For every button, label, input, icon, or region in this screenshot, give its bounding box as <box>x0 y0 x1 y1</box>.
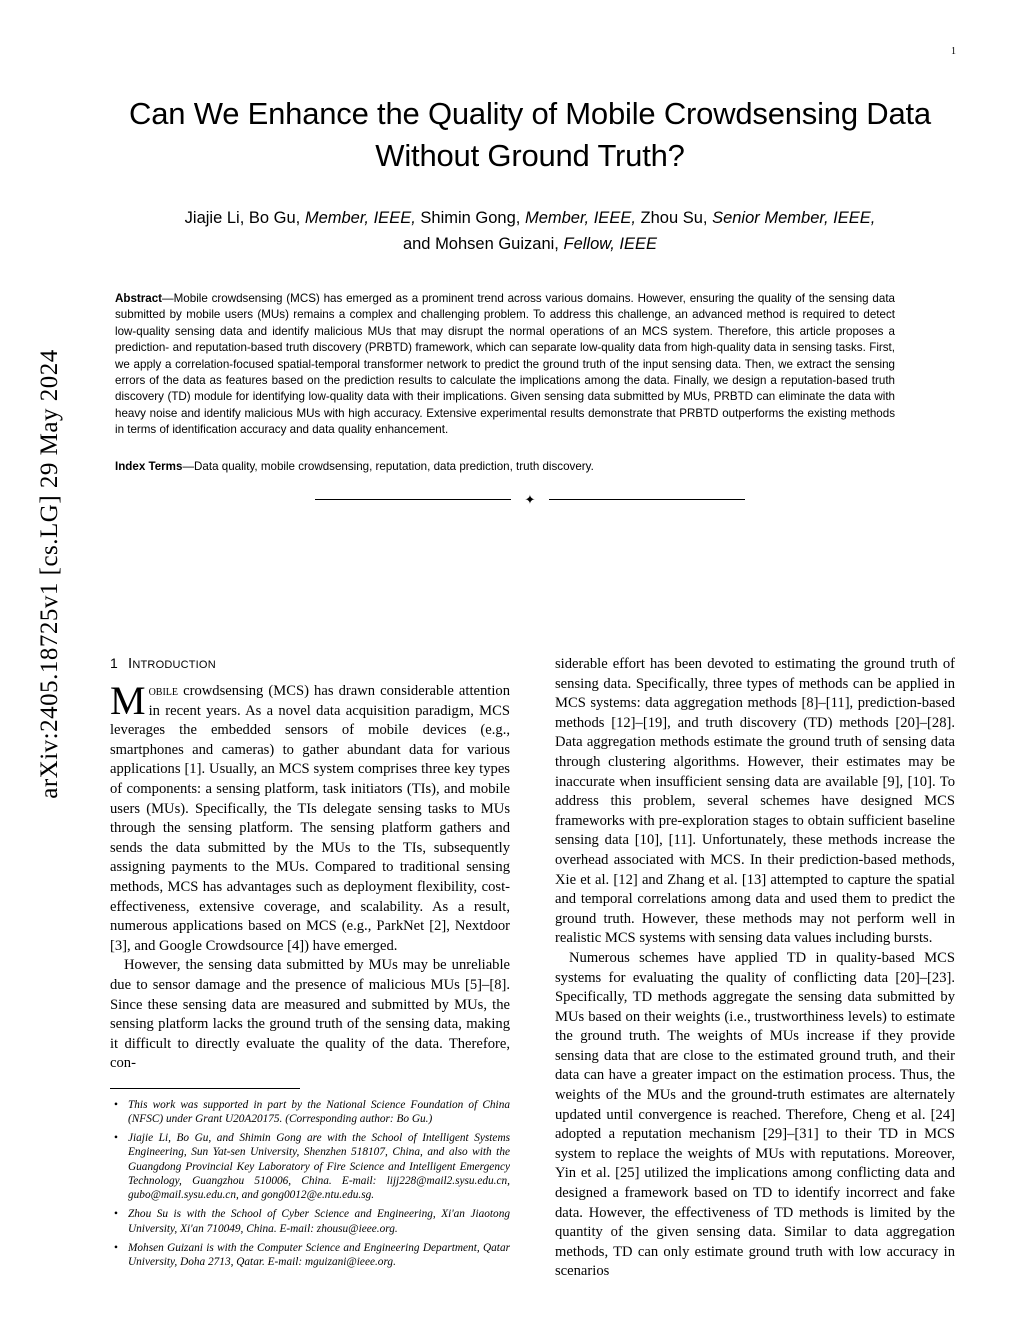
right-column <box>555 655 955 1282</box>
diamond-icon: ✦ <box>524 492 536 508</box>
section-number: 1 <box>110 655 118 671</box>
paragraph-intro-1-text: crowdsensing (MCS) has drawn considerable attention in recent years. As a novel data acquisition paradigm, MCS leverages the embedded sensors of mobile devices (e.g., smartphones and cameras) to gather abundant data for various applications [1]. Usually, an MCS system comprises three key types of components: a sensing platform, task initiators (TIs), and mobile users (MUs). Specifically, the TIs delegate sensing tasks to MUs through the sensing platform. The sensing platform gathers and sends the data submitted by the MUs to the TIs, subsequently assigning payments to the MUs. Compared to traditional sensing methods, MCS has advantages such as deployment flexibility, cost-effectiveness, extensive coverage, and scalability. As a result, numerous applications based on MCS (e.g., ParkNet [2], Nextdoor [3], and Google Crowdsource [4]) have emerged. <box>110 683 510 954</box>
divider-line-left <box>315 499 511 500</box>
author-names-1: Jiajie Li, Bo Gu, <box>184 209 301 227</box>
paper-header <box>110 75 950 506</box>
section-title: Introduction <box>128 655 216 672</box>
page-title: Can We Enhance the Quality of Mobile Crowdsensing Data Without Ground Truth? <box>129 96 931 173</box>
footnote-item: • This work was supported in part by the National Science Foundation of China (NFSC) under Grant U20A20175. (Corresponding author: Bo Gu.) <box>128 1098 510 1126</box>
author-membership-2: Member, IEEE, <box>524 209 636 227</box>
abstract-label: Abstract <box>115 292 163 305</box>
footnote-item: • Mohsen Guizani is with the Computer Science and Engineering Department, Qatar University, Doha 2713, Qatar. E-mail: mguizani@ieee.org. <box>128 1241 510 1269</box>
author-line-2 <box>110 231 950 257</box>
author-membership-3: Senior Member, IEEE, <box>712 209 876 227</box>
index-terms-label: Index Terms <box>115 459 183 473</box>
author-membership-4: Fellow, IEEE <box>563 235 658 253</box>
footnote-item: • Zhou Su is with the School of Cyber Science and Engineering, Xi'an Jiaotong University, Xi'an 710049, China. E-mail: zhousu@ieee.org. <box>128 1207 510 1235</box>
section-heading <box>110 655 510 672</box>
author-membership-1: Member, IEEE, <box>304 209 416 227</box>
author-list <box>110 205 950 257</box>
arxiv-identifier-stamp: arXiv:2405.18725v1 [cs.LG] 29 May 2024 <box>36 349 63 799</box>
body-columns <box>110 655 955 1282</box>
footnote-item: • Jiajie Li, Bo Gu, and Shimin Gong are with the School of Intelligent Systems Engineering, Sun Yat-sen University, Shenzhen 518107, China, and also with the Guangdong Provincial Key Laboratory of Fire Science and Intelligent Emergency Technology, Guangzhou 510006, China. E-mail: lijj228@mail2.sysu.edu.cn, gubo@mail.sysu.edu.cn, and gong0012@e.ntu.edu.sg. <box>128 1131 510 1202</box>
page-number: 1 <box>951 46 956 57</box>
abstract-block <box>115 291 895 439</box>
divider-line-right <box>549 499 745 500</box>
footnote-list <box>110 1098 510 1269</box>
author-names-2: Shimin Gong, <box>420 209 521 227</box>
author-names-3: Zhou Su, <box>640 209 708 227</box>
abstract-text: —Mobile crowdsensing (MCS) has emerged as a prominent trend across various domains. However, ensuring the quality of the sensing data submitted by mobile users (MUs) remains a complex and challenging problem. To address this challenge, an advanced method is required to detect low-quality sensing data and identify malicious MUs that may disrupt the normal operations of an MCS system. Therefore, this article proposes a prediction- and reputation-based truth discovery (PRBTD) framework, which can separate low-quality data from high-quality data in sensing tasks. First, we apply a correlation-focused spatial-temporal transformer network to predict the ground truth of the input sensing data. Then, we extract the sensing errors of the data as features based on the prediction results to calculate the implications among the data. Finally, we design a reputation-based truth discovery (TD) module for identifying low-quality data with their implications. Given sensing data submitted by MUs, PRBTD can eliminate the data with heavy noise and identify malicious MUs with high accuracy. Extensive experimental results demonstrate that PRBTD outperforms the existing methods in terms of identification accuracy and data quality enhancement. <box>115 292 895 437</box>
footnotes-block <box>110 1098 510 1269</box>
paragraph-intro-2: However, the sensing data submitted by MUs may be unreliable due to sensor damage and the presence of malicious MUs [5]–[8]. Since these sensing data are measured and submitted by MUs, the sensing platform lacks the ground truth of the sensing data, making it difficult to directly evaluate the quality of the data. Therefore, con- <box>110 957 510 1072</box>
footnote-rule <box>110 1088 300 1089</box>
paragraph-leadin: obile <box>148 683 179 699</box>
index-terms-block <box>115 459 895 475</box>
section-divider <box>315 493 745 506</box>
paragraph-intro-1 <box>110 678 510 956</box>
paragraph-td-methods: Numerous schemes have applied TD in quality-based MCS systems for evaluating the quality of conflicting data [20]–[23]. Specifically, TD methods aggregate the sensing data submitted by MUs based on their weights (i.e., trustworthiness levels) to estimate the ground truth. The weights of MUs increase if they provide sensing data that are close to the estimated ground truth, and their data can have a greater impact on the estimation process. Thus, the weights of the MUs and the ground-truth estimates are alternately updated until convergence is reached. Therefore, Cheng et al. [24] adopted a reputation mechanism [29]–[31] to their TD in MCS system to replace the weights of MUs with reputations. Moreover, Yin et al. [25] utilized the implications among conflicting data and designed a framework based on TD to identify incorrect and fake data. However, the effectiveness of TD methods is limited by the quantity of the given sensing data. Similar to data aggregation methods, TD can only estimate ground truth with low accuracy in scenarios <box>555 949 955 1280</box>
left-column <box>110 655 510 1282</box>
paragraph-continued: siderable effort has been devoted to estimating the ground truth of sensing data. Specifically, three types of methods can be applied in MCS systems: data aggregation methods [8]–[11], prediction-based methods [12]–[19], and truth discovery (TD) methods [20]–[28]. Data aggregation methods estimate the ground truth of sensing data through clustering algorithms. However, their estimates may be inaccurate when insufficient sensing data are available [9], [10]. To address this problem, several schemes have designed MCS frameworks with pre-exploration stages to obtain sufficient baseline sensing data [10], [11]. Unfortunately, these methods increase the overhead associated with MCS. In their prediction-based methods, Xie et al. [12] and Zhang et al. [13] attempted to capture the spatial and temporal correlations among data and used them to predict the ground truth. However, these methods may not perform well in realistic MCS systems with sensing data values including bursts. <box>555 656 955 947</box>
index-terms-text: —Data quality, mobile crowdsensing, reputation, data prediction, truth discovery. <box>182 459 594 473</box>
drop-cap: M <box>110 678 146 723</box>
author-names-4: and Mohsen Guizani, <box>402 235 559 253</box>
author-line-1 <box>110 205 950 231</box>
